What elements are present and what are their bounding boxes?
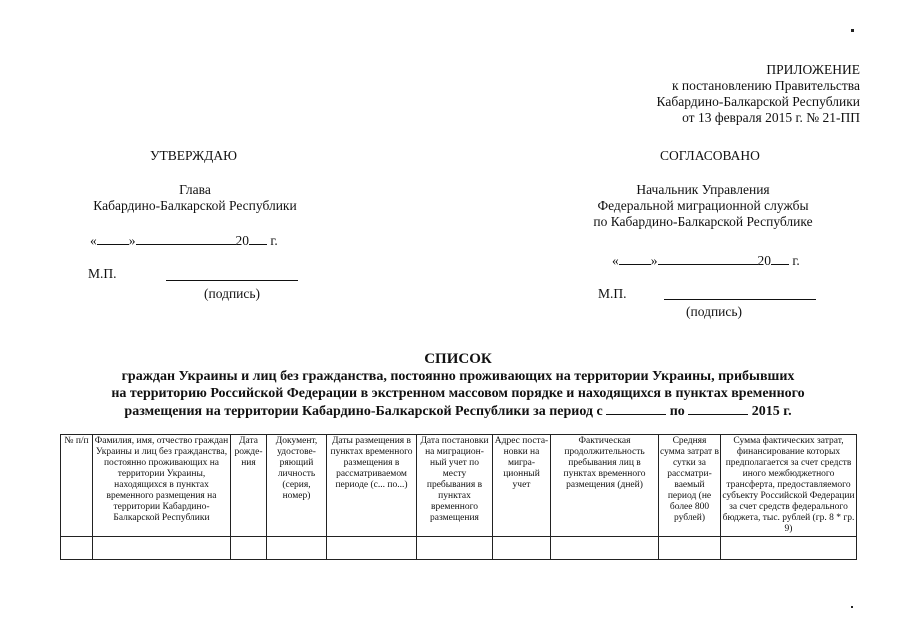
table-cell: [659, 537, 721, 560]
agree-role-line-2: Федеральной миграционной службы: [597, 198, 809, 213]
month-blank: [136, 232, 236, 245]
appendix-title: ПРИЛОЖЕНИЕ: [766, 62, 860, 77]
list-title-block: [60, 350, 856, 420]
approve-role: [75, 182, 315, 214]
table-cell: [551, 537, 659, 560]
column-header: Сумма фактических затрат, финансирование которых предполагается за счет средств иного межбюджетного трансферта, предоставляемого субъекту Российской Федерации за счет средств федерального бюджета, тыс. рублей (гр. 8 * гр. 9): [721, 435, 857, 537]
year-blank: [249, 232, 267, 245]
agree-signature-caption: (подпись): [686, 304, 743, 319]
table-cell: [493, 537, 551, 560]
approve-date-suffix: г.: [270, 233, 278, 248]
table-cell: [61, 537, 93, 560]
year-blank: [771, 252, 789, 265]
month-blank: [658, 252, 758, 265]
approve-date-year: 20: [235, 233, 249, 248]
list-title: СПИСОК: [424, 351, 492, 367]
agree-role: [568, 182, 838, 230]
list-line-3: [60, 402, 856, 420]
table-header-row: [61, 435, 857, 537]
table-cell: [721, 537, 857, 560]
table-row: [61, 537, 857, 560]
column-header: Дата постановки на миграцион-ный учет по месту пребывания в пунктах временного размещения: [417, 435, 493, 537]
list-line-1: граждан Украины и лиц без гражданства, постоянно проживающих на территории Украины, прибывших: [121, 369, 795, 384]
column-header: Адрес поста-новки на мигра-ционный учет: [493, 435, 551, 537]
column-header: Средняя сумма затрат в сутки за рассматри-ваемый период (не более 800 рублей): [659, 435, 721, 537]
approve-heading: УТВЕРЖДАЮ: [150, 148, 238, 163]
approve-date-open: «: [90, 233, 97, 248]
agree-seal: М.П.: [598, 286, 627, 301]
list-table: [60, 434, 857, 560]
agree-role-line-3: по Кабардино-Балкарской Республике: [593, 214, 813, 229]
agree-date-year: 20: [757, 253, 771, 268]
appendix-line-2: Кабардино-Балкарской Республики: [656, 94, 860, 109]
agree-date-suffix: г.: [792, 253, 800, 268]
list-line-3-year: 2015 г.: [751, 404, 792, 419]
list-line-2: на территорию Российской Федерации в экстренном массовом порядке и находящихся в пунктах временного: [111, 386, 805, 401]
agree-heading: СОГЛАСОВАНО: [660, 148, 760, 163]
approve-seal: М.П.: [88, 266, 117, 281]
day-blank: [97, 232, 129, 245]
agree-date: [612, 252, 800, 269]
scan-speck: [851, 606, 853, 608]
column-header: Дата рожде-ния: [231, 435, 267, 537]
column-header: Фактическая продолжительность пребывания лиц в пунктах временного размещения (дней): [551, 435, 659, 537]
agree-signature-line: [664, 299, 816, 300]
column-header: Фамилия, имя, отчество граждан Украины и лиц без гражданства, постоянно проживающих на территории Украины, находящихся в пунктах временного размещения на территории Кабардино-Балкарской Республики: [93, 435, 231, 537]
agree-date-open: «: [612, 253, 619, 268]
approve-date: [90, 232, 278, 249]
table-cell: [267, 537, 327, 560]
list-line-3-by: по: [669, 404, 685, 419]
approve-role-line-2: Кабардино-Балкарской Республики: [93, 198, 297, 213]
column-header: Документ, удостове-ряющий личность (серия, номер): [267, 435, 327, 537]
agree-role-line-1: Начальник Управления: [636, 182, 770, 197]
table-cell: [93, 537, 231, 560]
period-end-blank: [688, 402, 748, 415]
approve-role-line-1: Глава: [179, 182, 211, 197]
period-start-blank: [606, 402, 666, 415]
table-cell: [417, 537, 493, 560]
scan-speck: [851, 29, 854, 32]
appendix-block: [657, 62, 860, 126]
approve-date-mid: »: [128, 233, 136, 248]
day-blank: [619, 252, 651, 265]
approve-signature-line: [166, 280, 298, 281]
table-cell: [327, 537, 417, 560]
list-line-3-start: размещения на территории Кабардино-Балкарской Республики за период с: [124, 404, 603, 419]
appendix-line-3: от 13 февраля 2015 г. № 21-ПП: [682, 110, 860, 125]
agree-date-mid: »: [650, 253, 658, 268]
column-header: Даты размещения в пунктах временного размещения в рассматриваемом периоде (с... по...): [327, 435, 417, 537]
appendix-line-1: к постановлению Правительства: [671, 78, 860, 93]
approve-signature-caption: (подпись): [204, 286, 261, 301]
column-header: № п/п: [61, 435, 93, 537]
table-cell: [231, 537, 267, 560]
